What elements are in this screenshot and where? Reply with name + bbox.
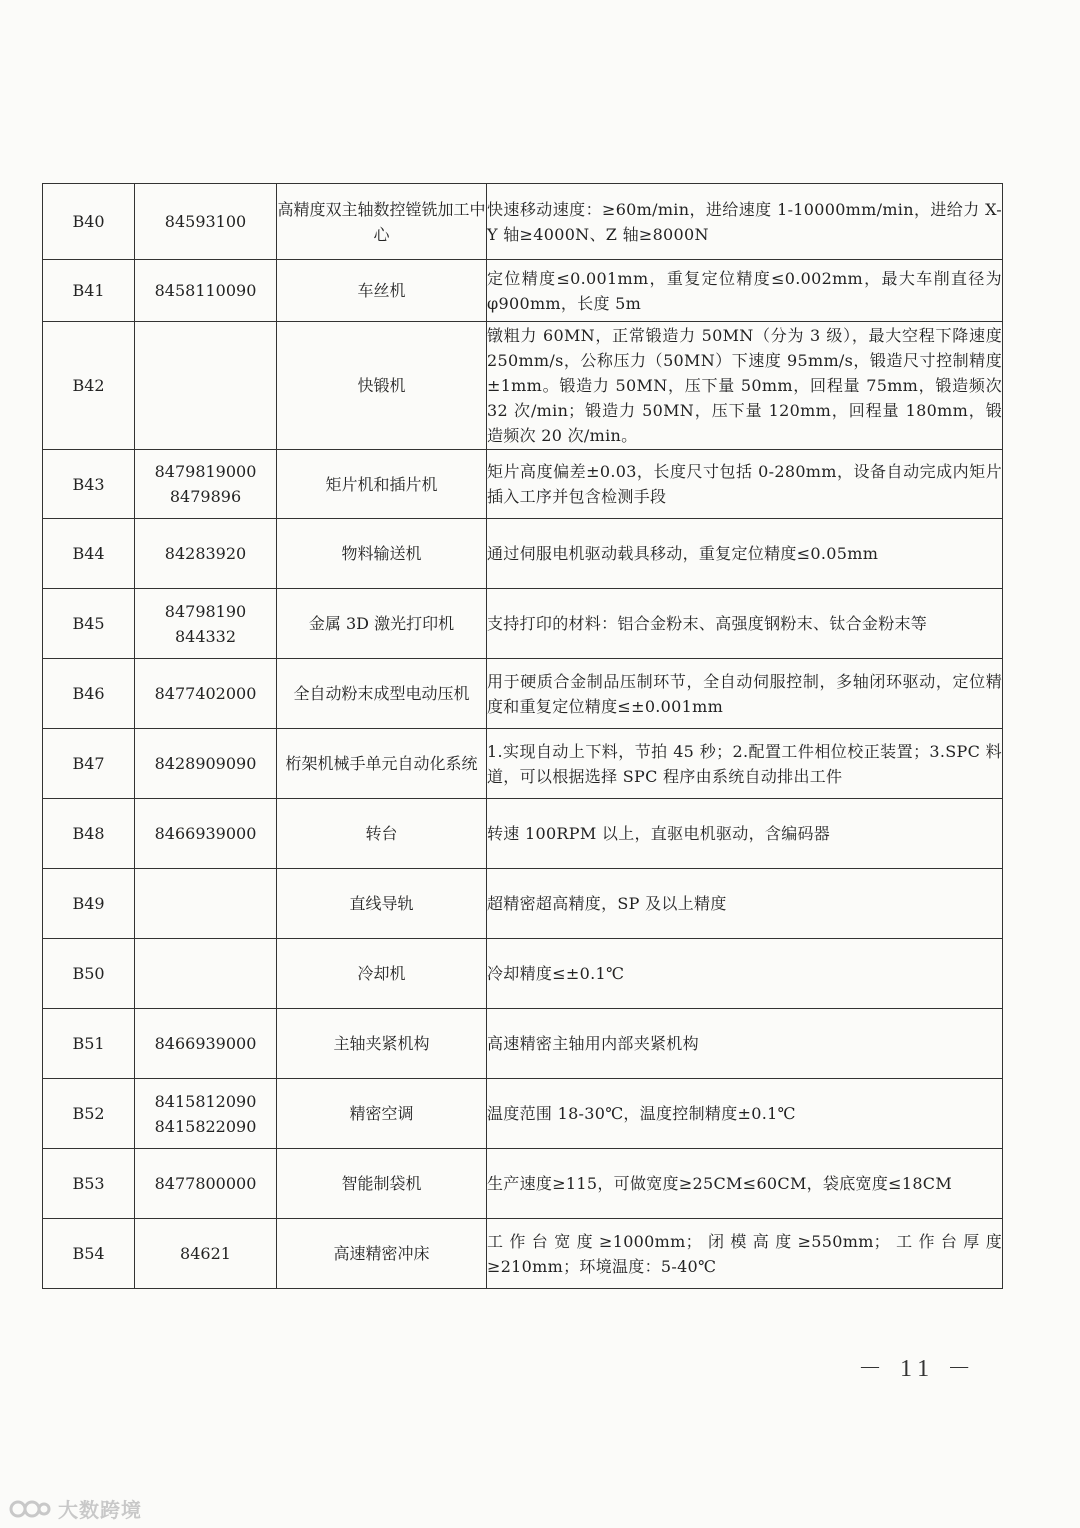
equipment-name-cell: 精密空调 xyxy=(277,1079,487,1149)
item-id-cell: B43 xyxy=(43,450,135,519)
equipment-name-cell: 智能制袋机 xyxy=(277,1149,487,1219)
equipment-name-cell: 物料输送机 xyxy=(277,519,487,589)
item-id-cell: B48 xyxy=(43,799,135,869)
item-id-cell: B40 xyxy=(43,184,135,260)
hs-code-cell xyxy=(135,729,277,799)
equipment-name-cell: 主轴夹紧机构 xyxy=(277,1009,487,1079)
hs-code: 84798190 xyxy=(164,601,247,621)
table-row xyxy=(43,1149,1003,1219)
hs-code: 8466939000 xyxy=(154,824,257,843)
item-id-cell: B49 xyxy=(43,869,135,939)
hs-code: 8458110090 xyxy=(154,281,257,300)
hs-code: 84283920 xyxy=(164,544,247,563)
spec-description-cell: 矩片高度偏差±0.03，长度尺寸包括 0-280mm，设备自动完成内矩片插入工序并包含检测手段 xyxy=(487,450,1003,519)
spec-description-cell: 快速移动速度：≥60m/min，进给速度 1-10000mm/min，进给力 X-Y 轴≥4000N、Z 轴≥8000N xyxy=(487,184,1003,260)
hs-code-cell xyxy=(135,184,277,260)
equipment-spec-table xyxy=(42,183,1003,1289)
spec-description-cell: 1.实现自动上下料，节拍 45 秒；2.配置工件相位校正装置；3.SPC 料道，可以根据选择 SPC 程序由系统自动排出工件 xyxy=(487,729,1003,799)
table-row xyxy=(43,589,1003,659)
hs-code: 8477402000 xyxy=(154,684,257,703)
item-id-cell: B51 xyxy=(43,1009,135,1079)
table-body xyxy=(43,184,1003,1289)
hs-code: 84621 xyxy=(180,1244,231,1263)
table-row xyxy=(43,1009,1003,1079)
hs-code-cell xyxy=(135,659,277,729)
hs-code: 8415812090 xyxy=(154,1091,257,1111)
watermark xyxy=(8,1494,142,1523)
equipment-name-cell: 桁架机械手单元自动化系统 xyxy=(277,729,487,799)
table-row xyxy=(43,184,1003,260)
watermark-logo-icon xyxy=(8,1497,52,1521)
table-row xyxy=(43,659,1003,729)
hs-code: 8466939000 xyxy=(154,1034,257,1053)
hs-code: 84593100 xyxy=(164,212,247,231)
equipment-name-cell: 矩片机和插片机 xyxy=(277,450,487,519)
table-row xyxy=(43,260,1003,322)
spec-description-cell: 超精密超高精度，SP 及以上精度 xyxy=(487,869,1003,939)
hs-code-cell xyxy=(135,1219,277,1289)
item-id-cell: B47 xyxy=(43,729,135,799)
table-row xyxy=(43,869,1003,939)
hs-code-cell xyxy=(135,939,277,1009)
table-row xyxy=(43,1079,1003,1149)
table-row xyxy=(43,799,1003,869)
equipment-name-cell: 高速精密冲床 xyxy=(277,1219,487,1289)
hs-code-cell xyxy=(135,260,277,322)
item-id-cell: B50 xyxy=(43,939,135,1009)
item-id-cell: B44 xyxy=(43,519,135,589)
spec-description-cell: 生产速度≥115，可做宽度≥25CM≤60CM，袋底宽度≤18CM xyxy=(487,1149,1003,1219)
equipment-name-cell: 冷却机 xyxy=(277,939,487,1009)
table-row xyxy=(43,939,1003,1009)
hs-code: 8479819000 xyxy=(154,462,257,481)
table-row xyxy=(43,1219,1003,1289)
item-id-cell: B42 xyxy=(43,322,135,450)
equipment-name-cell: 全自动粉末成型电动压机 xyxy=(277,659,487,729)
watermark-text: 大数跨境 xyxy=(58,1498,142,1522)
spec-description-cell: 温度范围 18-30℃，温度控制精度±0.1℃ xyxy=(487,1079,1003,1149)
table-row xyxy=(43,322,1003,450)
hs-code: 8415822090 xyxy=(154,1116,257,1136)
hs-code-cell xyxy=(135,869,277,939)
spec-description-cell: 用于硬质合金制品压制环节，全自动伺服控制，多轴闭环驱动，定位精度和重复定位精度≤±0.001mm xyxy=(487,659,1003,729)
hs-code: 844332 xyxy=(174,626,237,646)
table-row xyxy=(43,729,1003,799)
spec-description-cell: 高速精密主轴用内部夹紧机构 xyxy=(487,1009,1003,1079)
table-row xyxy=(43,519,1003,589)
equipment-name-cell: 直线导轨 xyxy=(277,869,487,939)
equipment-name-cell: 高精度双主轴数控镗铣加工中心 xyxy=(277,184,487,260)
table-row xyxy=(43,450,1003,519)
hs-code-cell xyxy=(135,1079,277,1149)
hs-code: 8479896 xyxy=(169,487,242,506)
spec-description-cell: 支持打印的材料：铝合金粉末、高强度钢粉末、钛合金粉末等 xyxy=(487,589,1003,659)
spec-description-cell: 工作台宽度≥1000mm；闭模高度≥550mm；工作台厚度≥210mm；环境温度：5-40℃ xyxy=(487,1219,1003,1289)
item-id-cell: B52 xyxy=(43,1079,135,1149)
hs-code-cell xyxy=(135,1009,277,1079)
hs-code-cell xyxy=(135,450,277,519)
hs-code: 8477800000 xyxy=(154,1174,257,1193)
equipment-name-cell: 转台 xyxy=(277,799,487,869)
spec-description-cell: 定位精度≤0.001mm，重复定位精度≤0.002mm，最大车削直径为φ900mm，长度 5m xyxy=(487,260,1003,322)
hs-code-cell xyxy=(135,519,277,589)
spec-description-cell: 镦粗力 60MN，正常锻造力 50MN（分为 3 级），最大空程下降速度 250mm/s，公称压力（50MN）下速度 95mm/s，锻造尺寸控制精度±1mm。锻造力 50MN，压下量 50mm，回程量 75mm，锻造频次 32 次/min；锻造力 50MN，压下量 120mm，回程量 180mm，锻造频次 20 次/min。 xyxy=(487,322,1003,450)
spec-description-cell: 转速 100RPM 以上，直驱电机驱动，含编码器 xyxy=(487,799,1003,869)
spec-description-cell: 冷却精度≤±0.1℃ xyxy=(487,939,1003,1009)
page-number: － 11 － xyxy=(858,1356,978,1382)
item-id-cell: B46 xyxy=(43,659,135,729)
equipment-name-cell: 快锻机 xyxy=(277,322,487,450)
hs-code-cell xyxy=(135,322,277,450)
item-id-cell: B41 xyxy=(43,260,135,322)
item-id-cell: B45 xyxy=(43,589,135,659)
hs-code-cell xyxy=(135,589,277,659)
hs-code-cell xyxy=(135,799,277,869)
hs-code: 8428909090 xyxy=(154,754,257,773)
equipment-name-cell: 金属 3D 激光打印机 xyxy=(277,589,487,659)
item-id-cell: B54 xyxy=(43,1219,135,1289)
item-id-cell: B53 xyxy=(43,1149,135,1219)
equipment-name-cell: 车丝机 xyxy=(277,260,487,322)
spec-description-cell: 通过伺服电机驱动载具移动，重复定位精度≤0.05mm xyxy=(487,519,1003,589)
hs-code-cell xyxy=(135,1149,277,1219)
